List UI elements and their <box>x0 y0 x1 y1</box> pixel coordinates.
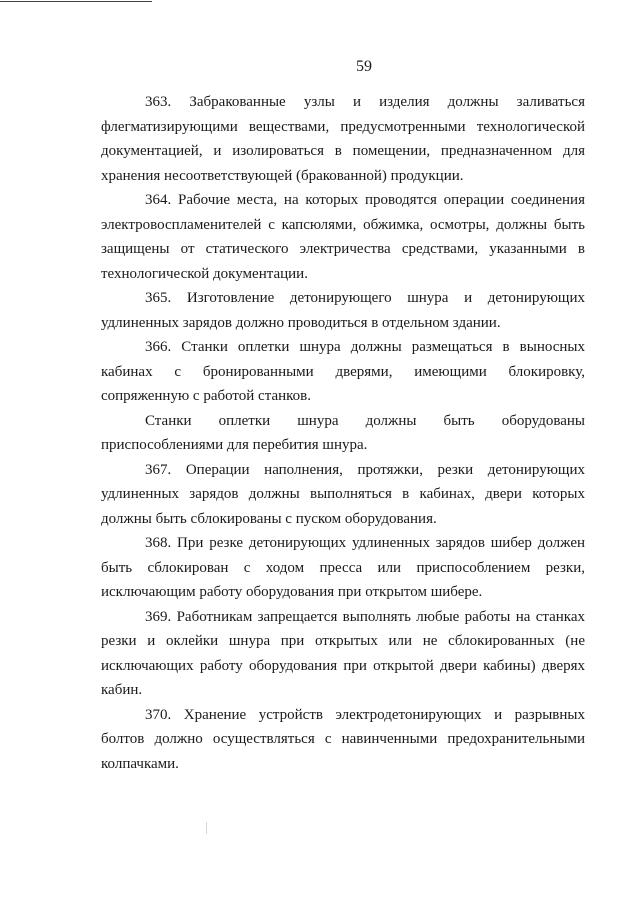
paragraph-363: 363. Забракованные узлы и изделия должны заливаться флегматизирующими веществами, предусмотренными технологической документацией, и изолироваться в помещении, предназначенном для хранения несоответствующей (бракованной) продукции. <box>101 94 585 184</box>
paragraph-369: 369. Работникам запрещается выполнять любые работы на станках резки и оклейки шнура при открытых или не сблокированных (не исключающих работу оборудования при открытой двери кабины) дверях кабин. <box>101 608 585 698</box>
document-body <box>101 90 585 776</box>
paragraph-365: 365. Изготовление детонирующего шнура и детонирующих удлиненных зарядов должно проводиться в отдельном здании. <box>101 290 585 331</box>
paragraph-366: 366. Станки оплетки шнура должны размещаться в выносных кабинах с бронированными дверями, имеющими блокировку, сопряженную с работой станков. <box>101 339 585 404</box>
paragraph-370: 370. Хранение устройств электродетонирующих и разрывных болтов должно осуществляться с навинченными предохранительными колпачками. <box>101 706 585 772</box>
header-rule <box>0 1 152 2</box>
paragraph-367: 367. Операции наполнения, протяжки, резки детонирующих удлиненных зарядов должны выполняться в кабинах, двери которых должны быть сблокированы с пуском оборудования. <box>101 461 585 527</box>
paragraph-368: 368. При резке детонирующих удлиненных зарядов шибер должен быть сблокирован с ходом пресса или приспособлением резки, исключающим работу оборудования при открытом шибере. <box>101 535 585 600</box>
page-number: 59 <box>356 58 372 75</box>
paragraph-366-continuation: Станки оплетки шнура должны быть оборудованы приспособлениями для перебития шнура. <box>101 412 585 453</box>
paragraph-364: 364. Рабочие места, на которых проводятся операции соединения электровоспламенителей с капсюлями, обжимка, осмотры, должны быть защищены от статического электричества средствами, указанными в технологической документации. <box>101 192 585 282</box>
scan-speck <box>206 822 207 834</box>
